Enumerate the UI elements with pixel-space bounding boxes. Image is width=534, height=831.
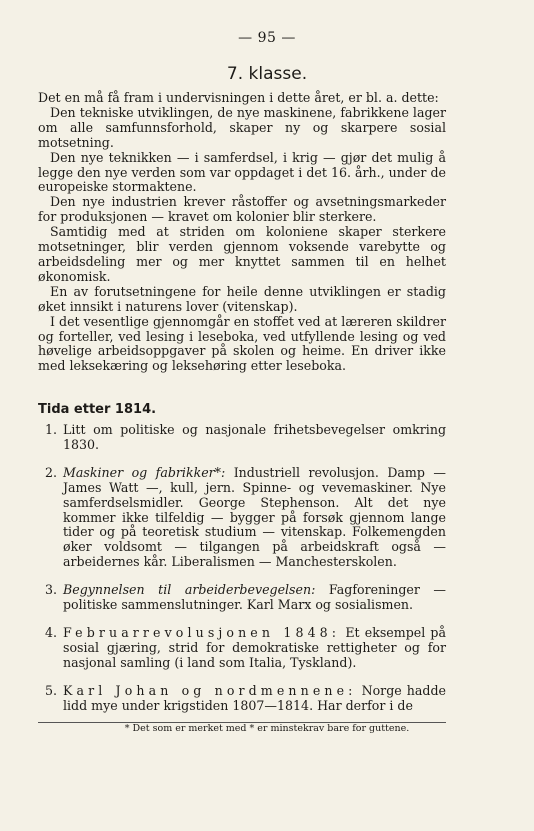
list-item [38, 626, 446, 671]
paragraph: Den tekniske utviklingen, de nye maskinene, fabrikkene lager om alle samfunnsforhold, skaper ny og skarpere sosial motsetning. [38, 104, 446, 150]
list-item [38, 466, 446, 570]
item-text: Norge hadde lidd mye under krigstiden 1807—1814. Har derfor i de [63, 682, 446, 713]
item-number: 1. [45, 422, 58, 437]
item-text: Et eksempel på sosial gjæring, strid for demokratiske rettigheter og for nasjonal samling (i land som Italia, Tyskland). [63, 624, 446, 670]
item-lead: Februarrevolusjonen 1848: [63, 624, 341, 640]
item-text: Fagforeninger — politiske sammenslutninger. Karl Marx og sosialismen. [63, 582, 446, 613]
item-number: 5. [45, 682, 58, 698]
item-lead: Maskiner og fabrikker*: [63, 464, 226, 480]
intro-text [38, 91, 446, 374]
item-number: 4. [45, 624, 58, 640]
item-lead: Begynnelsen til arbeiderbevegelsen: [63, 582, 316, 598]
list-item [38, 423, 446, 453]
item-lead: Karl Johan og nordmennene: [63, 682, 357, 698]
paragraph: I det vesentlige gjennomgår en stoffet ved at læreren skildrer og forteller, ved lesing i leseboka, ved utfyllende lesing og ved høvelige arbeidsoppgaver på skolen og heime. En driver ikke med leksekæring og leksehøring etter leseboka. [38, 313, 446, 374]
paragraph: Samtidig med at striden om koloniene skaper sterkere motsetninger, blir verden gjennom voksende varebytte og arbeidsdeling mer og mer knyttet sammen til en helhet økonomisk. [38, 224, 446, 284]
item-text: Litt om politiske og nasjonale frihetsbevegelser omkring 1830. [63, 422, 446, 452]
page-number: — 95 — [238, 30, 296, 46]
footnote: * Det som er merket med * er minstekrav bare for guttene. [124, 723, 410, 734]
chapter-heading: 7. klasse. [226, 64, 308, 84]
item-text: Industriell revolusjon. Damp — James Watt —, kull, jern. Spinne- og vevemaskiner. Nye samferdselsmidler. George Stephenson. Alt det nye kommer ikke tilfeldig — bygger på forsøk gjennom lange tider og på teoretisk studium — vitenskap. Folkemengden øker voldsomt — tilgangen på arbeidskraft også — arbeidernes kår. Liberalismen — Manchesterskolen. [63, 464, 446, 570]
paragraph: Den nye teknikken — i samferdsel, i krig — gjør det mulig å legge den nye verden som var oppdaget i det 16. årh., under de europeiske stormaktene. [38, 149, 446, 195]
paragraph: Den nye industrien krever råstoffer og avsetningsmarkeder for produksjonen — kravet om kolonier blir sterkere. [38, 194, 446, 225]
paragraph: En av forutsetningene for heile denne utviklingen er stadig øket innsikt i naturens lover (vitenskap). [38, 283, 446, 314]
topic-list [38, 423, 446, 727]
item-number: 3. [45, 582, 58, 598]
list-item [38, 684, 446, 714]
item-number: 2. [45, 464, 58, 480]
section-title: Tida etter 1814. [38, 402, 157, 417]
paragraph: Det en må få fram i undervisningen i dette året, er bl. a. dette: [38, 90, 439, 105]
list-item [38, 583, 446, 613]
